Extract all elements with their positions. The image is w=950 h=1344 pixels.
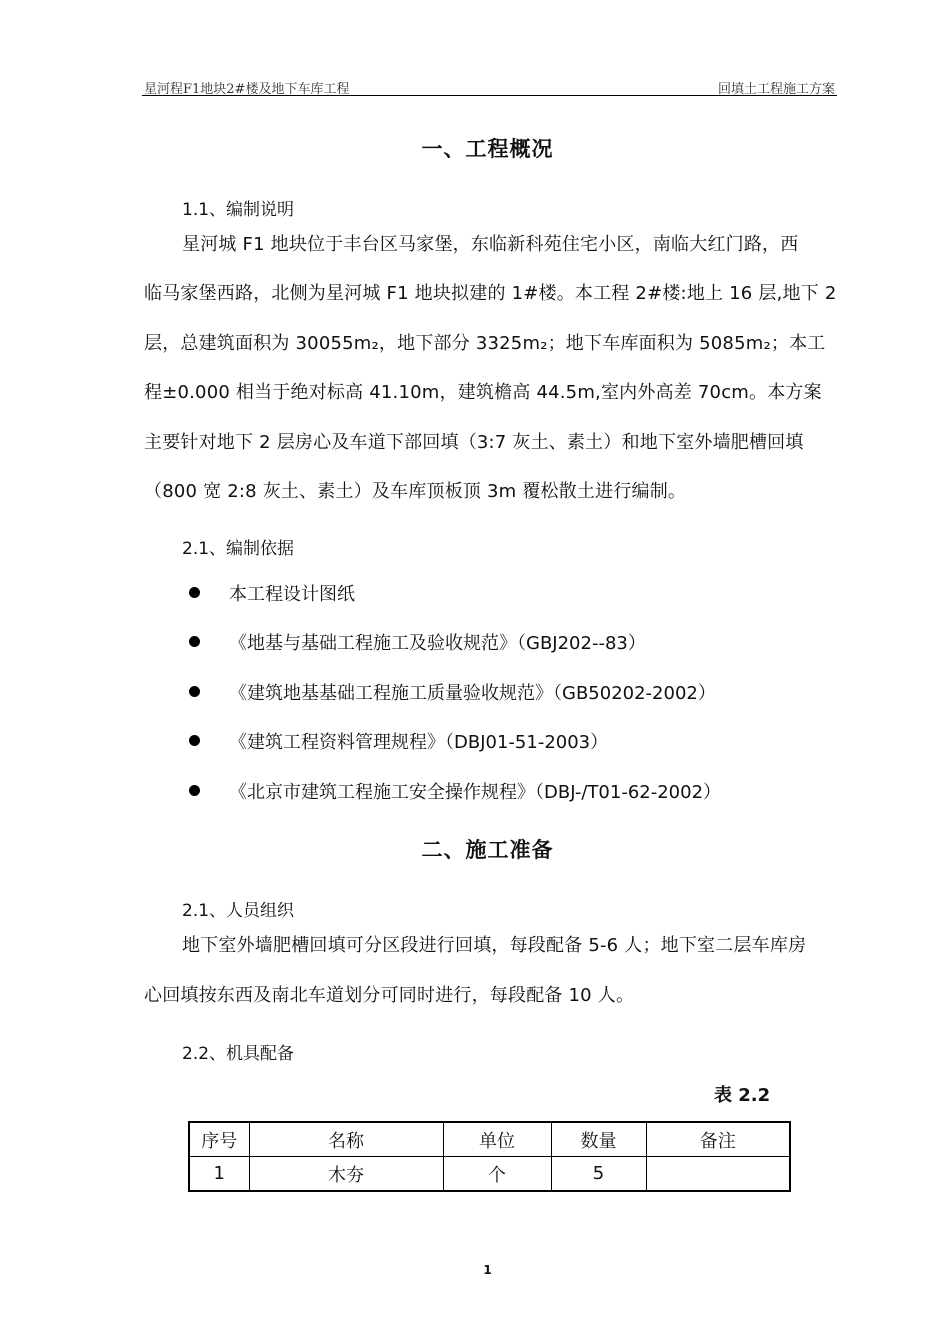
page-number: 1 (483, 1263, 492, 1277)
bullet-icon (189, 735, 200, 746)
equipment-table (188, 1121, 791, 1192)
subheading-staffing: 2.1、人员组织 (182, 901, 295, 921)
paragraph-line: 程±0.000 相当于绝对标高 41.10m，建筑檐高 44.5m,室内外高差 70cm。本方案 (144, 382, 822, 403)
table-cell: 1 (189, 1157, 249, 1192)
table-header-cell: 单位 (443, 1122, 551, 1157)
bullet-icon (189, 686, 200, 697)
list-item: 《北京市建筑工程施工安全操作规程》（DBJ-/T01-62-2002） (229, 782, 722, 803)
paragraph-line: 主要针对地下 2 层房心及车道下部回填（3:7 灰土、素土）和地下室外墙肥槽回填 (144, 432, 804, 453)
table-header-cell: 数量 (551, 1122, 646, 1157)
list-item: 《建筑工程资料管理规程》（DBJ01-51-2003） (229, 732, 609, 753)
paragraph-line: 星河城 F1 地块位于丰台区马家堡，东临新科苑住宅小区，南临大红门路，西 (182, 234, 799, 255)
paragraph-line: 心回填按东西及南北车道划分可同时进行，每段配备 10 人。 (144, 985, 635, 1006)
subheading-equipment: 2.2、机具配备 (182, 1044, 295, 1064)
table-cell (646, 1157, 790, 1192)
table-cell: 木夯 (249, 1157, 443, 1192)
paragraph-line: 层，总建筑面积为 30055m₂，地下部分 3325m₂；地下车库面积为 5085m₂；本工 (144, 333, 826, 354)
bullet-icon (189, 636, 200, 647)
table-cell: 个 (443, 1157, 551, 1192)
bullet-icon (189, 785, 200, 796)
bullet-icon (189, 587, 200, 598)
paragraph-line: 临马家堡西路，北侧为星河城 F1 地块拟建的 1#楼。本工程 2#楼:地上 16 层,地下 2 (144, 283, 837, 304)
section-title-overview: 一、工程概况 (421, 137, 554, 161)
paragraph-line: 地下室外墙肥槽回填可分区段进行回填，每段配备 5-6 人；地下室二层车库房 (182, 935, 807, 956)
table-row (189, 1157, 790, 1192)
list-item: 《建筑地基基础工程施工质量验收规范》（GB50202-2002） (229, 683, 716, 704)
header-rule (142, 95, 837, 96)
table-header-row (189, 1122, 790, 1157)
subheading-basis: 2.1、编制依据 (182, 539, 295, 559)
table-header-cell: 序号 (189, 1122, 249, 1157)
list-item: 《地基与基础工程施工及验收规范》（GBJ202--83） (229, 633, 646, 654)
table-header-cell: 备注 (646, 1122, 790, 1157)
header-document-title: 回填土工程施工方案 (717, 82, 835, 97)
paragraph-line: （800 宽 2:8 灰土、素土）及车库顶板顶 3m 覆松散土进行编制。 (144, 481, 687, 502)
header-project-title: 星河程F1地块2#楼及地下车库工程 (144, 82, 350, 97)
section-title-preparation: 二、施工准备 (421, 838, 554, 862)
table-caption: 表 2.2 (714, 1085, 771, 1106)
list-item: 本工程设计图纸 (229, 584, 355, 605)
table-header-cell: 名称 (249, 1122, 443, 1157)
subheading-preparation-notes: 1.1、编制说明 (182, 200, 295, 220)
table-cell: 5 (551, 1157, 646, 1192)
